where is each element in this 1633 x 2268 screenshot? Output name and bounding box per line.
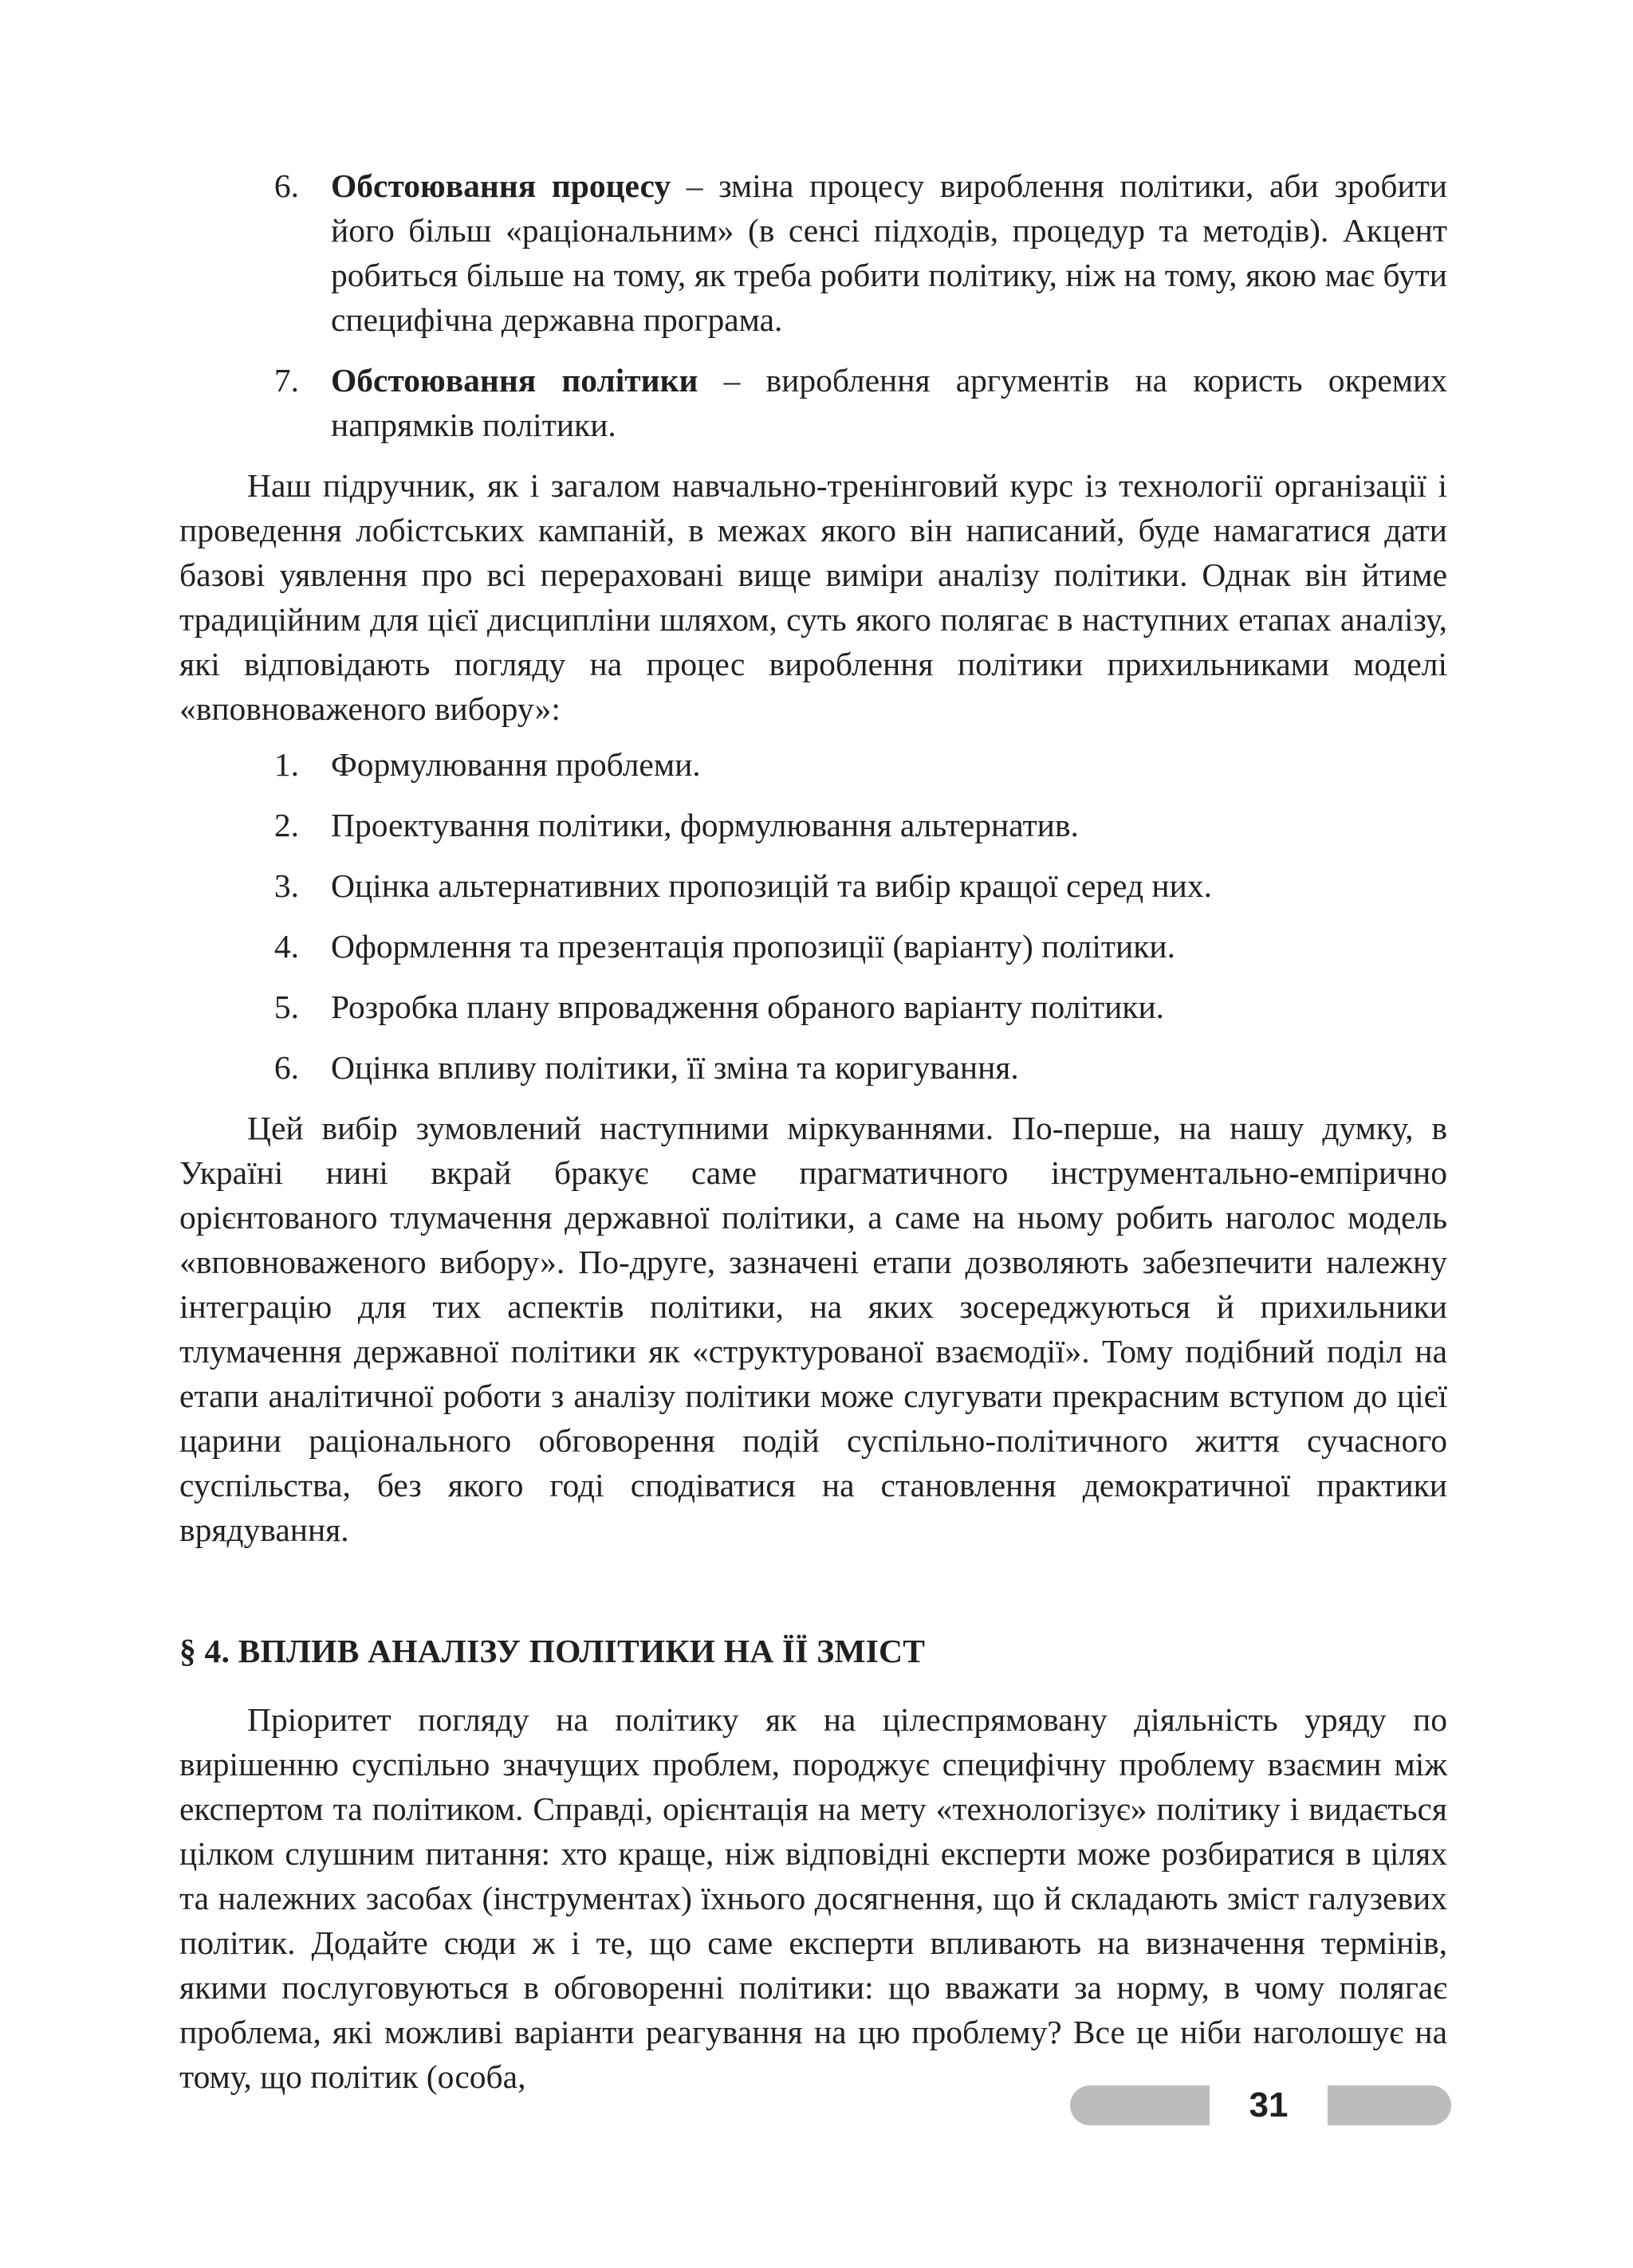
list-item (179, 863, 1447, 908)
advocacy-list (179, 163, 1447, 447)
section-heading: § 4. ВПЛИВ АНАЛІЗУ ПОЛІТИКИ НА ЇЇ ЗМІСТ (179, 1633, 926, 1669)
list-item-number: 6. (273, 167, 299, 204)
list-item-term: Обстоювання політики (331, 362, 698, 399)
list-item (179, 358, 1447, 447)
list-item-text: Оформлення та презентація пропозиції (варіанту) політики. (331, 928, 1175, 965)
list-item-text: Формулювання проблеми. (331, 746, 701, 783)
list-item (179, 163, 1447, 342)
paragraph-intro: Наш підручник, як і загалом навчально-тренінговий курс із технології організації і проведення лобістських кампаній, в межах якого він написаний, буде намагатися дати базові уявлення про всі перераховані вище виміри аналізу політики. Однак він йтиме традиційним для цієї дисципліни шляхом, суть якого полягає в наступних етапах аналізу, які відповідають погляду на процес вироблення політики прихильниками моделі «вповноваженого вибору»: (179, 467, 1447, 727)
page-number-bar (1070, 2082, 1451, 2128)
list-item-number: 2. (273, 807, 299, 843)
list-item-text: Оцінка впливу політики, її зміна та коригування. (331, 1049, 1019, 1086)
paragraph-section-body: Пріоритет погляду на політику як на цілеспрямовану діяльність уряду по вирішенню суспільно значущих проблем, породжує специфічну проблему взаємин між експертом та політиком. Справді, орієнтація на мету «технологізує» політику і видається цілком слушним питання: хто краще, ніж відповідні експерти може розбиратися в цілях та належних засобах (інструментах) їхнього досягнення, що й складають зміст галузевих політик. Додайте сюди ж і те, що саме експерти впливають на визначення термінів, якими послуговуються в обговоренні політики: що вважати за норму, в чому полягає проблема, які можливі варіанти реагування на цю проблему? Все це ніби наголошує на тому, що політик (особа, (179, 1701, 1447, 2095)
list-item-number: 5. (273, 989, 299, 1025)
page-content (179, 163, 1447, 2099)
list-item (179, 924, 1447, 969)
list-item-text: – зміна процесу вироблення політики, аби зробити його більш «раціональним» (в сенсі підходів, процедур та методів). Акцент робиться більше на тому, як треба робити політику, ніж на тому, якою має бути специфічна державна програма. (331, 167, 1447, 338)
list-item-text: Розробка плану впровадження обраного варіанту політики. (331, 989, 1165, 1025)
list-item (179, 1045, 1447, 1090)
list-item-text: Проектування політики, формулювання альтернатив. (331, 807, 1079, 843)
list-item-number: 4. (273, 928, 299, 965)
list-item-text: Оцінка альтернативних пропозицій та вибір кращої серед них. (331, 867, 1212, 904)
list-item-term: Обстоювання процесу (331, 167, 671, 204)
page-bar-right-decoration (1328, 2085, 1451, 2125)
stages-list (179, 742, 1447, 1090)
list-item (179, 803, 1447, 847)
list-item (179, 742, 1447, 787)
page-bar-left-decoration (1070, 2085, 1210, 2125)
list-item-number: 7. (273, 362, 299, 399)
list-item (179, 985, 1447, 1029)
list-item-number: 6. (273, 1049, 299, 1086)
paragraph-reasoning: Цей вибір зумовлений наступними міркуваннями. По-перше, на нашу думку, в Україні нині вкрай бракує саме прагматичного інструментально-емпірично орієнтованого тлумачення державної політики, а саме на ньому робить наголос модель «вповноваженого вибору». По-друге, зазначені етапи дозволяють забезпечити належну інтеграцію для тих аспектів політики, на яких зосереджуються й прихильники тлумачення державної політики як «структурованої взаємодії». Тому подібний поділ на етапи аналітичної роботи з аналізу політики може слугувати прекрасним вступом до цієї царини раціонального обговорення подій суспільно-політичного життя сучасного суспільства, без якого годі сподіватися на становлення демократичної практики врядування. (179, 1110, 1447, 1548)
page-number: 31 (1210, 2082, 1328, 2128)
list-item-number: 1. (273, 746, 299, 783)
list-item-text: – вироблення аргументів на користь окремих напрямків політики. (331, 362, 1448, 443)
list-item-number: 3. (273, 867, 299, 904)
